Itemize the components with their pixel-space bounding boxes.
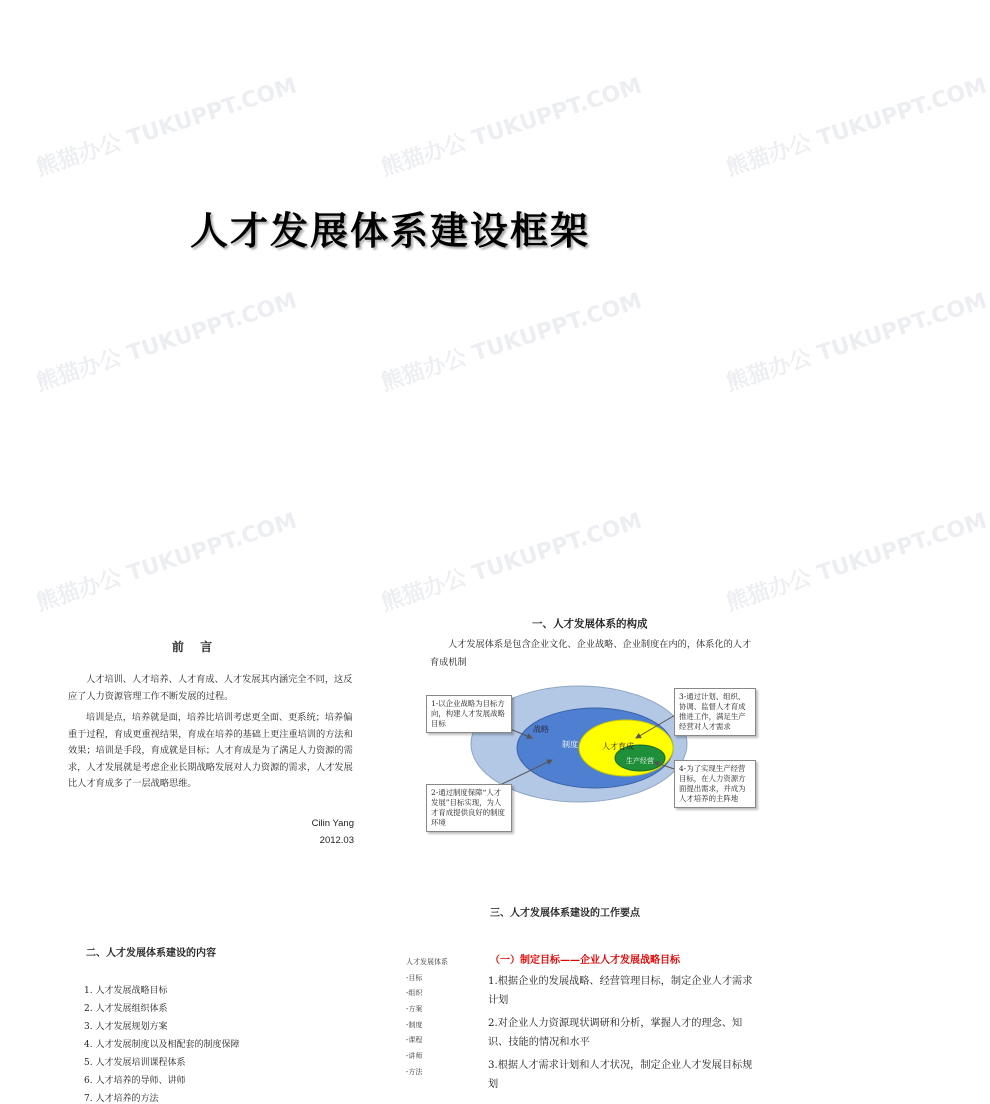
list-item: 2. 人才发展组织体系 [84,1004,168,1014]
callout-talent: 3-通过计划、组织、协调、监督人才育成推进工作，满足生产经营对人才需求 [674,688,756,736]
keypoint-1: 1.根据企业的发展战略、经营管理目标，制定企业人才需求计划 [488,976,753,1006]
preface-paragraph-2: 培训是点，培养就是面，培养比培训考虑更全面、更系统；培养偏重于过程，育成更重视结果，育成在培养的基础上更注重培训的方法和效果；培训是手段，育成就是目标；人才育成是为了满足人力资源的需求，人才发展就是考虑企业长期战略发展对人力资源的需求，人才发展比人才育成多了一层战略思维。 [68,712,353,789]
watermark: 熊猫办公 TUKUPPT.COM [33,288,300,397]
structure-slide [392,592,780,882]
list-item: 3. 人才发展规划方案 [84,1022,168,1032]
section-3-heading: 三、人才发展体系建设的工作要点 [490,908,640,919]
preface-date: 2012.03 [319,835,354,846]
system-label: 制度 [562,740,578,749]
production-label: 生产经营 [626,757,654,765]
keypoints-slide [392,884,780,1102]
list-item: 6. 人才培养的导师、讲师 [84,1076,186,1086]
side-menu-item: -制度 [406,1021,423,1029]
side-menu-item: -课程 [406,1036,423,1044]
preface-slide [0,592,390,882]
preface-heading: 前 言 [171,640,219,654]
contents-slide [0,884,390,1102]
side-menu-item: -方法 [406,1068,423,1076]
section-1-description: 人才发展体系是包含企业文化、企业战略、企业制度在内的，体系化的人才育成机制 [430,639,752,668]
watermark: 熊猫办公 TUKUPPT.COM [723,508,990,617]
preface-paragraph-1: 人才培训、人才培养、人才育成、人才发展其内涵完全不同，这反应了人力资源管理工作不断发展的过程。 [68,674,353,702]
talent-label: 人才育成 [602,742,634,751]
page-title: 人才发展体系建设框架 [189,209,590,253]
side-menu-item: -讲师 [406,1052,423,1060]
section-1-heading: 一、人才发展体系的构成 [532,618,648,630]
callout-strategy: 1-以企业战略为目标方向，构建人才发展战略目标 [426,695,512,733]
side-menu-item: -组织 [406,989,423,997]
watermark: 熊猫办公 TUKUPPT.COM [723,288,990,397]
keypoint-3: 3.根据人才需求计划和人才状况，制定企业人才发展目标规划 [488,1060,753,1090]
list-item: 4. 人才发展制度以及相配套的制度保障 [84,1040,240,1050]
watermark: 熊猫办公 TUKUPPT.COM [33,73,300,182]
side-menu-item: -方案 [406,1005,423,1013]
side-menu-item: 人才发展体系 [406,958,448,966]
list-item: 1. 人才发展战略目标 [84,986,168,996]
watermark: 熊猫办公 TUKUPPT.COM [378,508,645,617]
keypoints-subheading: （一）制定目标——企业人才发展战略目标 [490,955,680,966]
watermark: 熊猫办公 TUKUPPT.COM [378,73,645,182]
watermark: 熊猫办公 TUKUPPT.COM [378,288,645,397]
section-2-heading: 二、人才发展体系建设的内容 [86,948,216,959]
strategy-label: 战略 [533,725,549,734]
talent-system-diagram [392,592,780,882]
keypoint-2: 2.对企业人力资源现状调研和分析，掌握人才的理念、知识、技能的情况和水平 [488,1018,743,1048]
preface-author: Cilin Yang [311,818,354,829]
list-item: 7. 人才培养的方法 [84,1094,159,1104]
side-menu-item: -目标 [406,974,423,982]
callout-system: 2-通过制度保障“人才发展”目标实现，为人才育成提供良好的制度环境 [426,784,512,832]
watermark: 熊猫办公 TUKUPPT.COM [723,73,990,182]
watermark: 熊猫办公 TUKUPPT.COM [33,508,300,617]
list-item: 5. 人才发展培训课程体系 [84,1058,186,1068]
callout-production: 4-为了实现生产经营目标，在人力资源方面提出需求，并成为人才培养的主阵地 [674,760,756,808]
